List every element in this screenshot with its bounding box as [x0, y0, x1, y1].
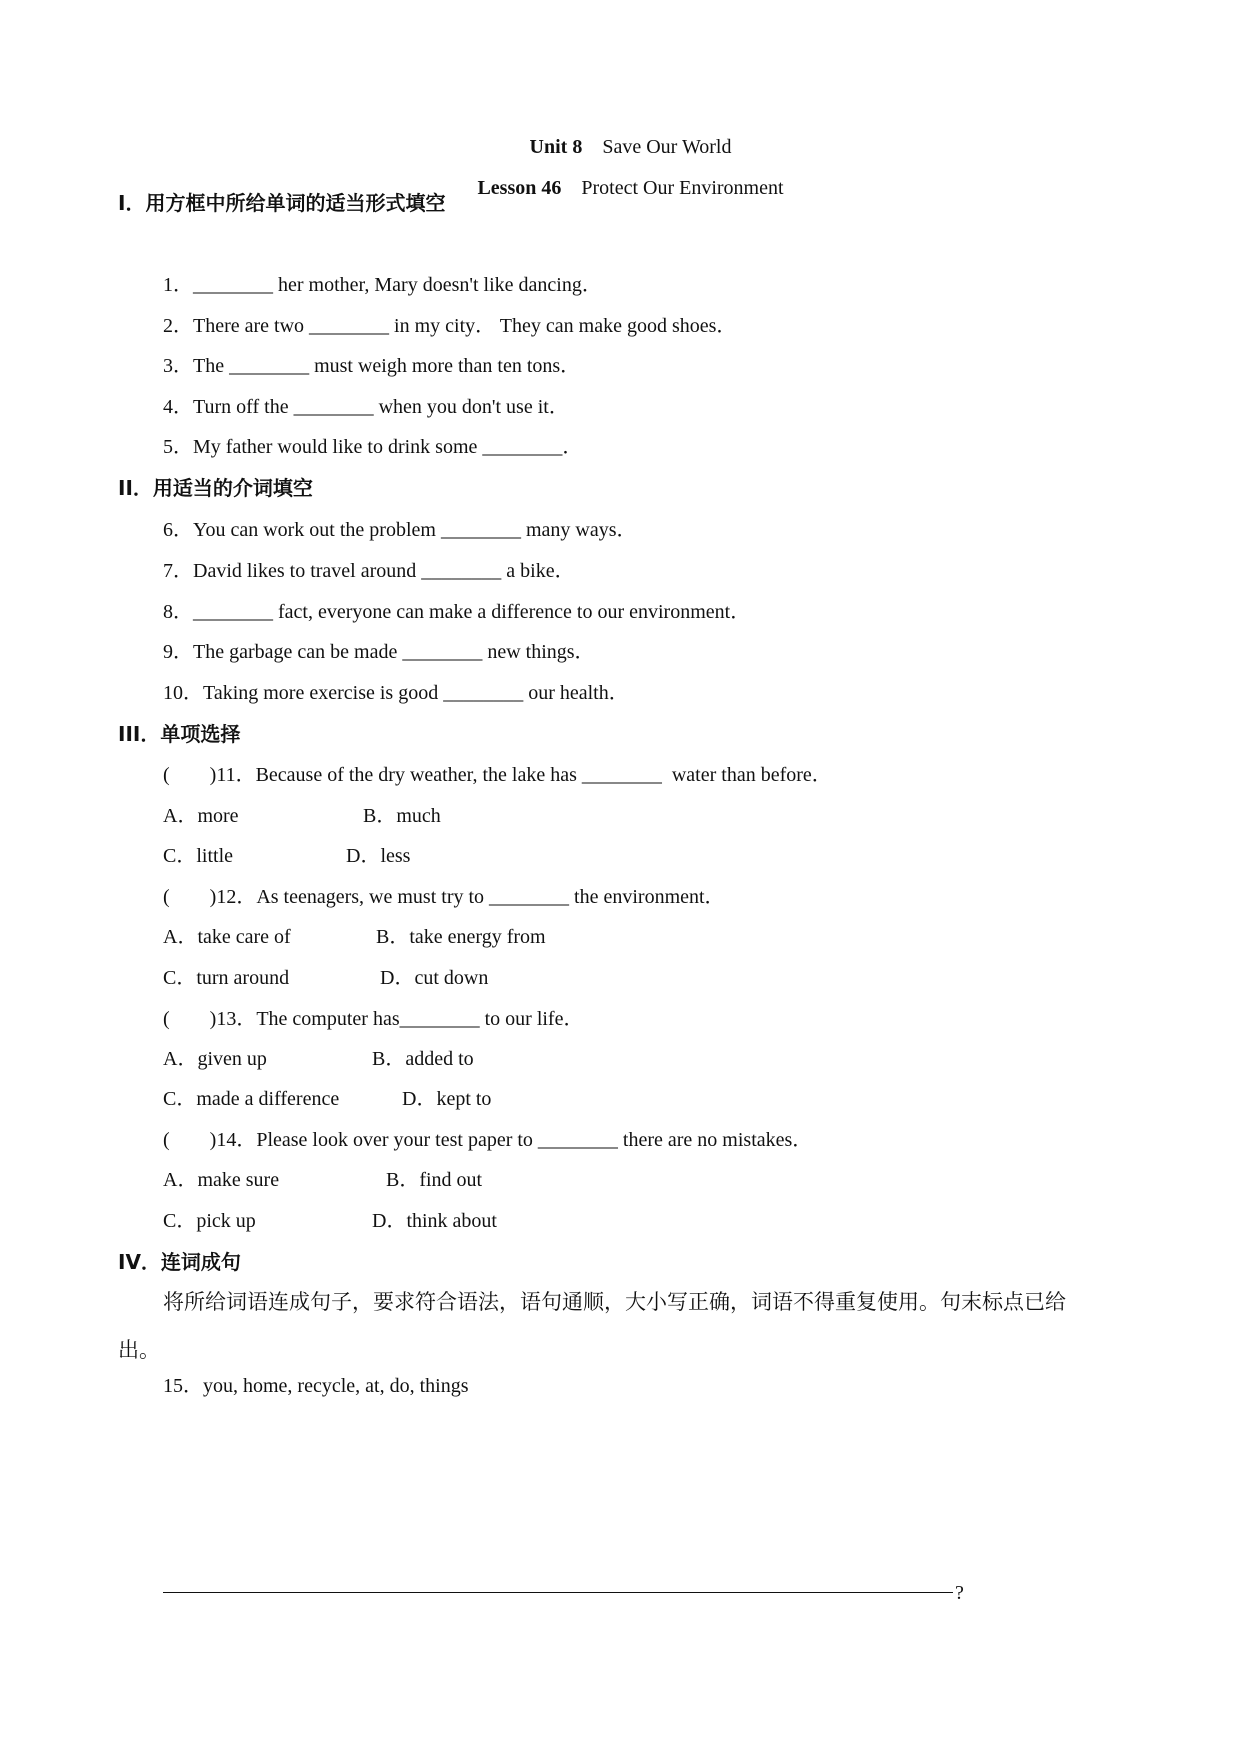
- question-12-option-c: C．turn around: [163, 967, 290, 989]
- question-12-stem: ( )12．As teenagers, we must try to ________ the environment．: [163, 886, 725, 908]
- unit-name: Save Our World: [602, 136, 732, 158]
- question-5: 5．My father would like to drink some ________．: [163, 436, 583, 458]
- question-13-stem: ( )13．The computer has________ to our life．: [163, 1008, 584, 1030]
- question-11-stem: ( )11．Because of the dry weather, the lake has ________ water than before．: [163, 764, 832, 786]
- section-1-heading: I．用方框中所给单词的适当形式填空: [118, 191, 446, 215]
- question-11-option-b: B．much: [363, 805, 441, 827]
- unit-label: Unit 8: [529, 136, 583, 158]
- question-12-option-d: D．cut down: [380, 967, 489, 989]
- question-14-stem: ( )14．Please look over your test paper to ________ there are no mistakes．: [163, 1129, 813, 1151]
- question-13-option-a: A．given up: [163, 1048, 267, 1070]
- question-7: 7．David likes to travel around ________ a bike．: [163, 560, 575, 582]
- section-4-instruction-line1: 将所给词语连成句子，要求符合语法，语句通顺，大小写正确，词语不得重复使用。句末标点已给: [163, 1290, 1066, 1314]
- question-1: 1．________ her mother, Mary doesn't like dancing．: [163, 274, 602, 296]
- question-12-option-b: B．take energy from: [376, 926, 546, 948]
- question-6: 6．You can work out the problem ________ many ways．: [163, 519, 637, 541]
- question-15-prompt: 15．you, home, recycle, at, do, things: [163, 1375, 469, 1397]
- question-14-option-b: B．find out: [386, 1169, 483, 1191]
- lesson-label: Lesson 46: [477, 177, 562, 199]
- question-11-option-c: C．little: [163, 845, 233, 867]
- question-2: 2．There are two ________ in my city． They can make good shoes．: [163, 315, 737, 337]
- section-4-instruction-line2: 出。: [118, 1338, 160, 1362]
- question-9: 9．The garbage can be made ________ new things．: [163, 641, 595, 663]
- question-13-option-d: D．kept to: [402, 1088, 492, 1110]
- question-11-option-a: A．more: [163, 805, 239, 827]
- question-15-answer-line[interactable]: [163, 1592, 953, 1593]
- question-10: 10．Taking more exercise is good ________ our health．: [163, 682, 629, 704]
- question-3: 3．The ________ must weigh more than ten tons．: [163, 355, 581, 377]
- question-15-end-mark: ?: [955, 1582, 964, 1604]
- question-13-option-c: C．made a difference: [163, 1088, 340, 1110]
- question-14-option-c: C．pick up: [163, 1210, 256, 1232]
- section-3-heading: III．单项选择: [118, 722, 241, 746]
- question-13-option-b: B．added to: [372, 1048, 474, 1070]
- question-8: 8．________ fact, everyone can make a difference to our environment．: [163, 601, 751, 623]
- question-12-option-a: A．take care of: [163, 926, 291, 948]
- question-4: 4．Turn off the ________ when you don't use it．: [163, 396, 569, 418]
- section-2-heading: II．用适当的介词填空: [118, 476, 313, 500]
- question-14-option-d: D．think about: [372, 1210, 497, 1232]
- question-11-option-d: D．less: [346, 845, 411, 867]
- question-14-option-a: A．make sure: [163, 1169, 280, 1191]
- section-4-heading: IV．连词成句: [118, 1250, 241, 1274]
- lesson-name: Protect Our Environment: [581, 177, 784, 199]
